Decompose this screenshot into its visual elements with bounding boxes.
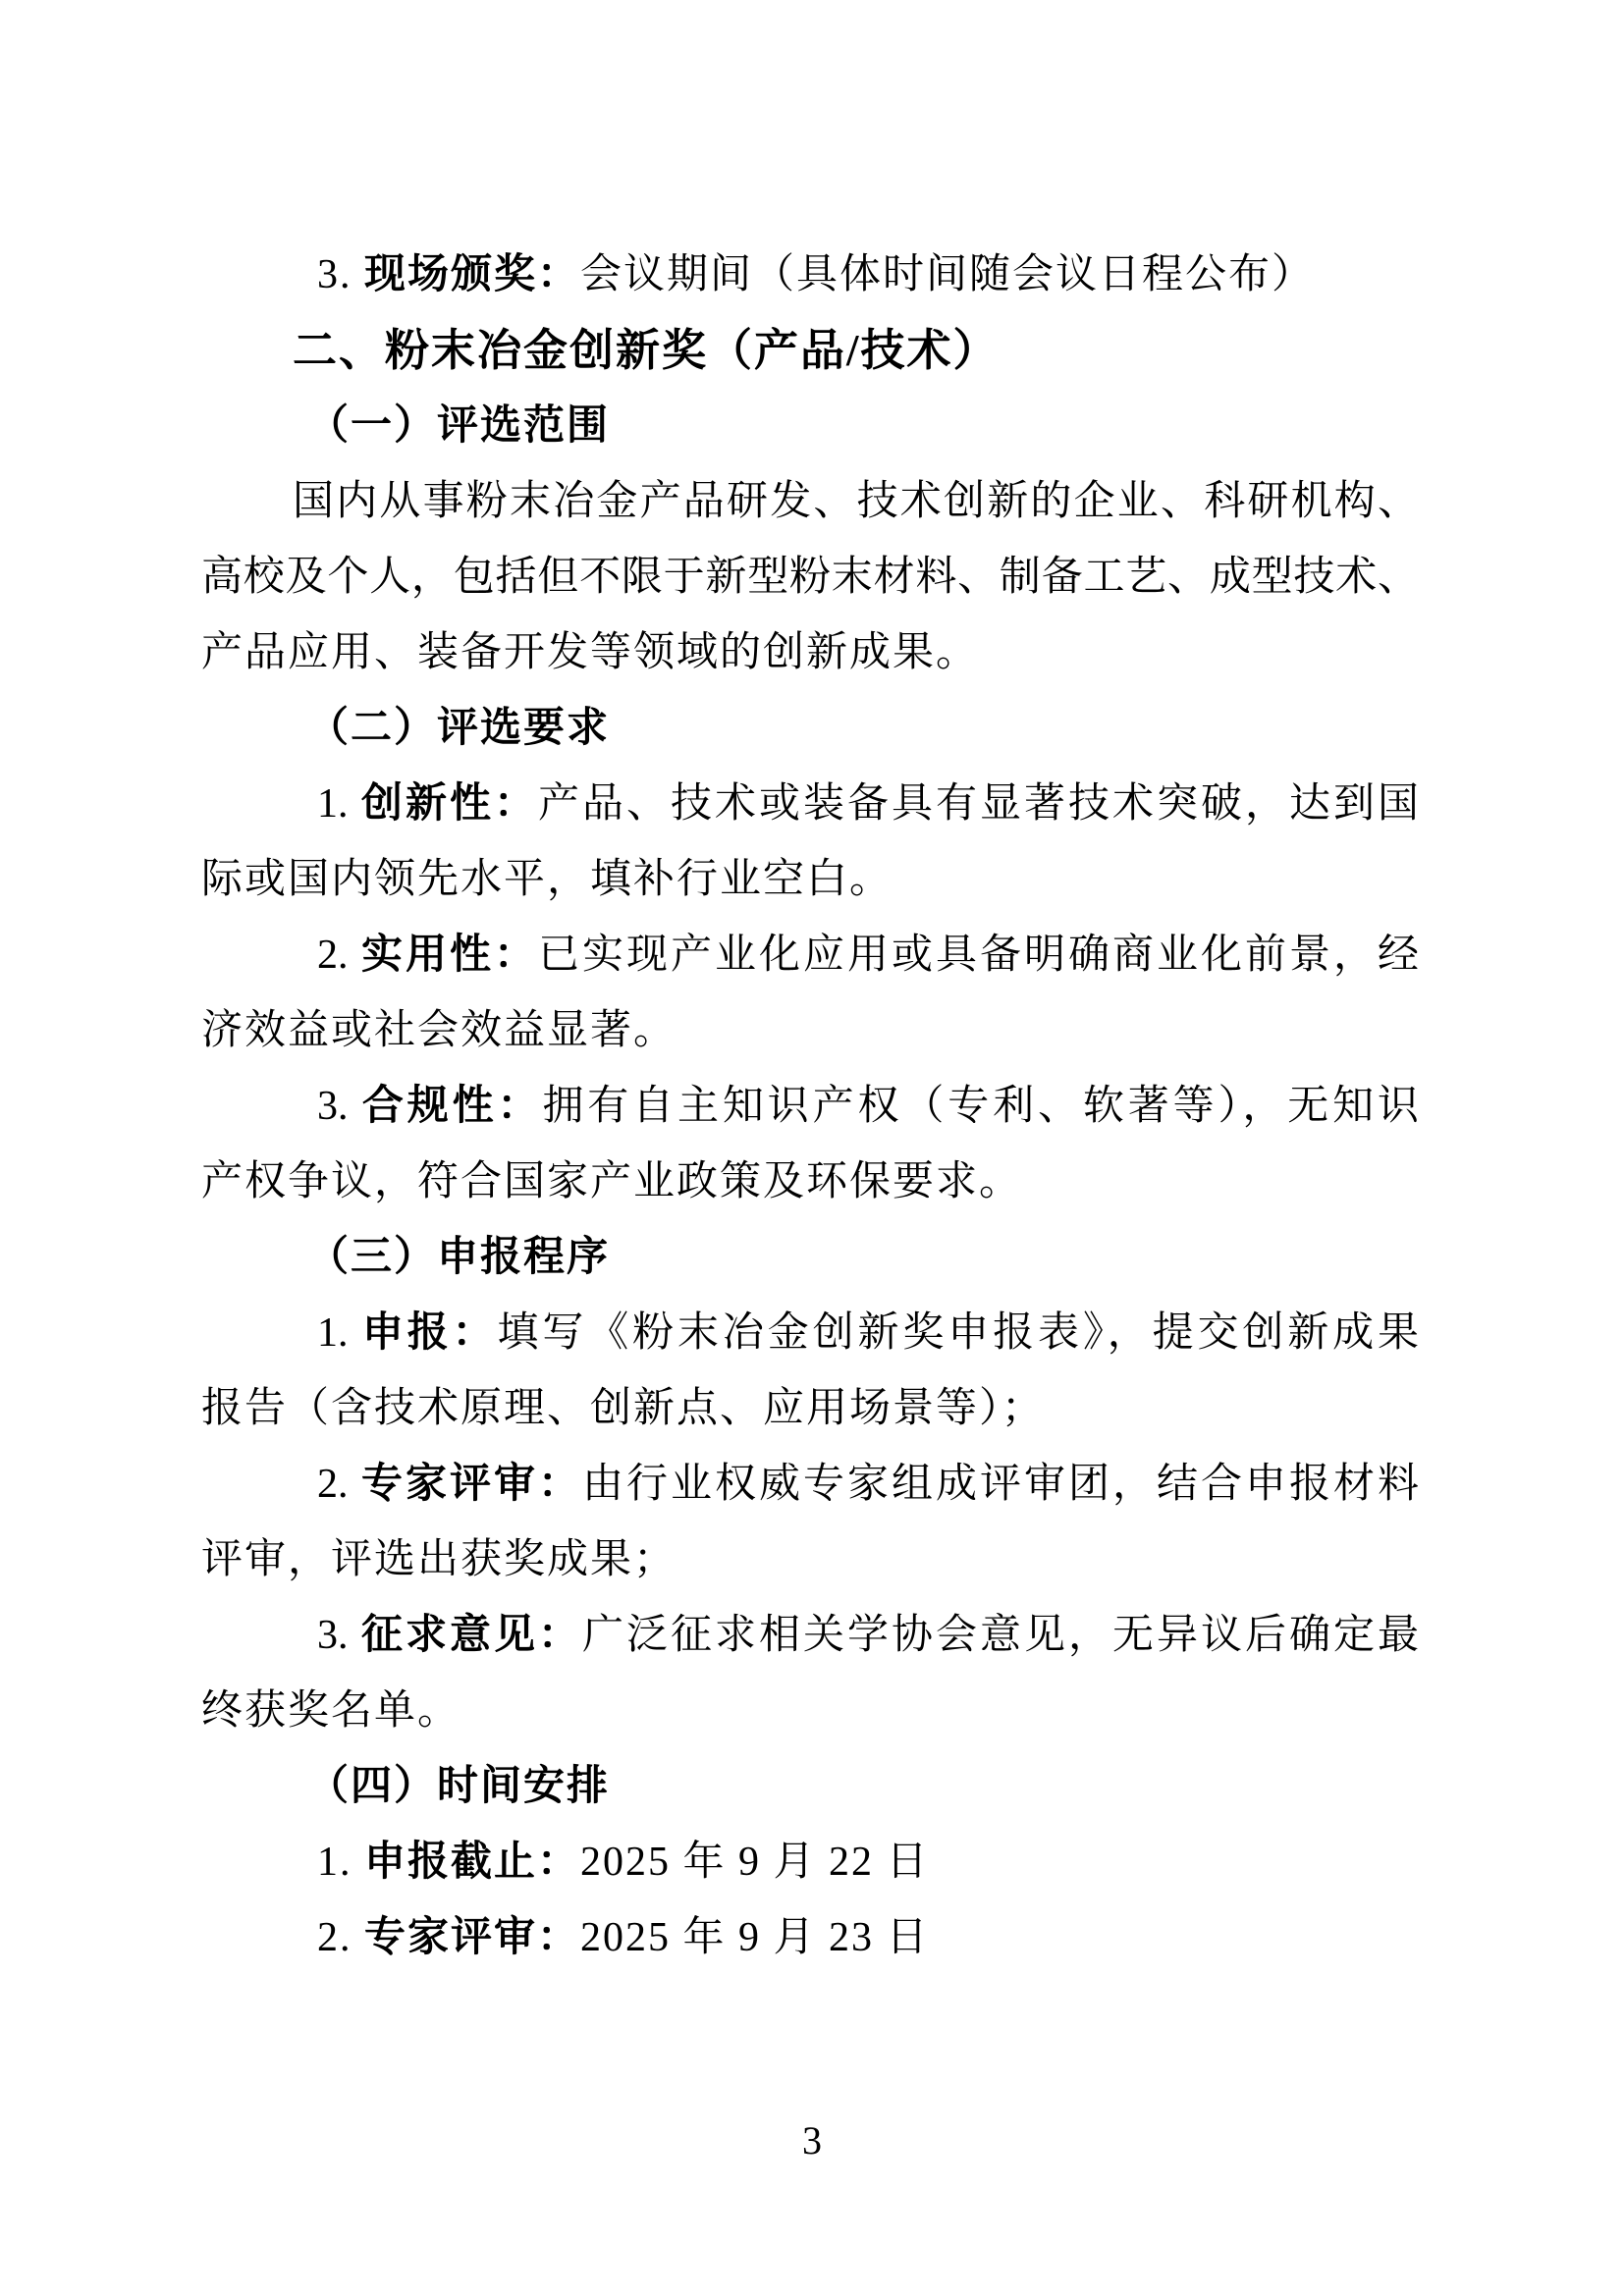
text-line	[201, 1069, 1419, 1145]
item-number: 3.	[317, 1084, 362, 1129]
text-line	[201, 1371, 1419, 1447]
line-text: 填写《粉末冶金创新奖申报表》，提交创新成果	[497, 1310, 1419, 1356]
item-number: 1.	[317, 1840, 364, 1885]
text-line	[201, 993, 1419, 1069]
item-label: 申报：	[361, 1310, 498, 1356]
text-line	[201, 1522, 1419, 1598]
line-text: 产权争议，符合国家产业政策及环保要求。	[201, 1159, 1023, 1204]
item-label: 实用性：	[361, 933, 538, 978]
line-text: 拥有自主知识产权（专利、软著等），无知识	[542, 1084, 1419, 1129]
heading-text: 二、粉末冶金创新奖（产品/技术）	[293, 326, 1000, 375]
item-number: 1.	[317, 781, 361, 827]
item-number: 2.	[317, 1915, 364, 1960]
text-line	[201, 1447, 1419, 1522]
text-line	[201, 1598, 1419, 1674]
text-line	[201, 767, 1419, 842]
heading-text: （二）评选要求	[307, 706, 611, 751]
heading-text: （一）评选范围	[307, 403, 611, 449]
line-text: 已实现产业化应用或具备明确商业化前景，经	[538, 933, 1419, 978]
text-line	[201, 842, 1419, 918]
item-number: 3.	[317, 1613, 361, 1658]
section-heading	[201, 1749, 1419, 1825]
item-number: 1.	[317, 1310, 362, 1356]
item-label: 合规性：	[361, 1084, 543, 1129]
item-label: 申报截止：	[364, 1840, 581, 1885]
section-heading	[201, 691, 1419, 767]
heading-text: （三）申报程序	[307, 1235, 611, 1280]
line-text: 高校及个人，包括但不限于新型粉末材料、制备工艺、成型技术、	[201, 555, 1419, 600]
item-label: 创新性：	[361, 781, 538, 827]
line-text: 会议期间（具体时间随会议日程公布）	[580, 252, 1316, 297]
text-line	[201, 1900, 1419, 1976]
line-text: 2025 年 9 月 22 日	[580, 1840, 930, 1885]
line-text: 由行业权威专家组成评审团，结合申报材料	[582, 1462, 1419, 1507]
item-label: 专家评审：	[361, 1462, 582, 1507]
line-text: 产品、技术或装备具有显著技术突破，达到国	[538, 781, 1419, 827]
item-number: 2.	[317, 1462, 361, 1507]
item-label: 专家评审：	[364, 1915, 581, 1960]
item-number: 2.	[317, 933, 361, 978]
item-label: 现场颁奖：	[364, 252, 581, 297]
line-text: 广泛征求相关学协会意见，无异议后确定最	[582, 1613, 1419, 1658]
line-text: 2025 年 9 月 23 日	[580, 1915, 930, 1960]
line-text: 际或国内领先水平，填补行业空白。	[201, 857, 893, 902]
line-text: 评审，评选出获奖成果；	[201, 1537, 677, 1582]
document-body	[201, 238, 1419, 1976]
heading-text: （四）时间安排	[307, 1764, 611, 1809]
section-heading	[201, 1220, 1419, 1296]
text-line	[201, 238, 1419, 313]
line-text: 国内从事粉末冶金产品研发、技术创新的企业、科研机构、	[293, 479, 1419, 524]
section-heading	[201, 389, 1419, 464]
text-line	[201, 1296, 1419, 1371]
chapter-heading	[201, 313, 1419, 389]
text-line	[201, 1145, 1419, 1220]
text-line	[201, 1674, 1419, 1749]
item-label: 征求意见：	[361, 1613, 582, 1658]
text-line	[201, 615, 1419, 691]
line-text: 报告（含技术原理、创新点、应用场景等）；	[201, 1386, 1046, 1431]
text-line	[201, 1825, 1419, 1900]
line-text: 济效益或社会效益显著。	[201, 1008, 677, 1053]
line-text: 产品应用、装备开发等领域的创新成果。	[201, 630, 980, 675]
text-line	[201, 464, 1419, 540]
page-number: 3	[802, 2118, 822, 2163]
text-line	[201, 918, 1419, 993]
item-number: 3.	[317, 252, 364, 297]
text-line	[201, 540, 1419, 615]
line-text: 终获奖名单。	[201, 1688, 461, 1734]
